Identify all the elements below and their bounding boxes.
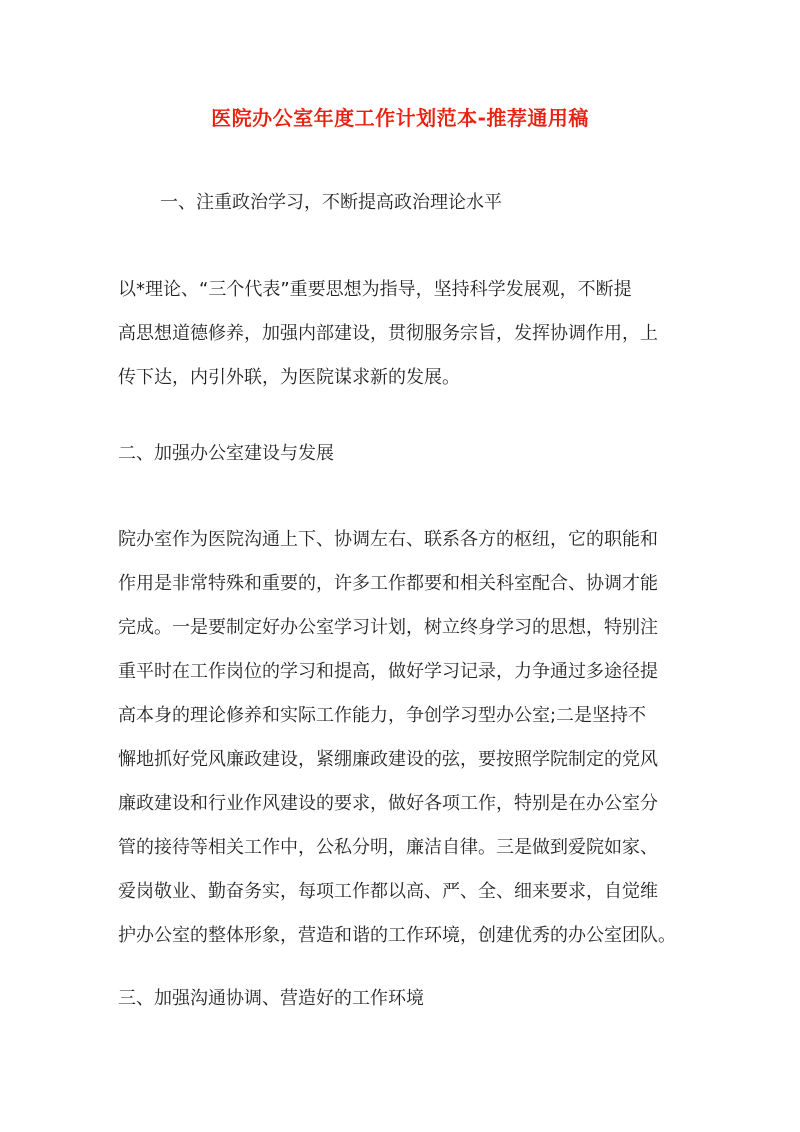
paragraph-line: 重平时在工作岗位的学习和提高，做好学习记录，力争通过多途径提 — [118, 661, 658, 682]
document-title: 医院办公室年度工作计划范本-推荐通用稿 — [211, 106, 589, 130]
section-paragraph-1 — [118, 277, 688, 409]
paragraph-line: 懈地抓好党风廉政建设，紧绷廉政建设的弦，要按照学院制定的党风 — [118, 749, 658, 770]
paragraph-line: 以*理论、“三个代表”重要思想为指导，坚持科学发展观，不断提 — [118, 279, 632, 300]
paragraph-line: 完成。一是要制定好办公室学习计划，树立终身学习的思想，特别注 — [118, 617, 658, 638]
paragraph-line: 管的接待等相关工作中，公私分明，廉洁自律。三是做到爱院如家、 — [118, 837, 658, 858]
section-heading-1: 一、注重政治学习，不断提高政治理论水平 — [160, 192, 502, 213]
paragraph-line: 作用是非常特殊和重要的，许多工作都要和相关科室配合、协调才能 — [118, 573, 658, 594]
section-heading-3: 三、加强沟通协调、营造好的工作环境 — [118, 988, 424, 1009]
paragraph-line: 院办室作为医院沟通上下、协调左右、联系各方的枢纽，它的职能和 — [118, 529, 658, 550]
paragraph-line: 爱岗敬业、勤奋务实，每项工作都以高、严、全、细来要求，自觉维 — [118, 881, 658, 902]
paragraph-line: 廉政建设和行业作风建设的要求，做好各项工作，特别是在办公室分 — [118, 793, 658, 814]
section-paragraph-2 — [118, 527, 688, 967]
paragraph-line: 传下达，内引外联，为医院谋求新的发展。 — [118, 367, 460, 388]
paragraph-line: 高本身的理论修养和实际工作能力，争创学习型办公室;二是坚持不 — [118, 705, 647, 726]
paragraph-line: 护办公室的整体形象，营造和谐的工作环境，创建优秀的办公室团队。 — [118, 925, 676, 946]
section-heading-2: 二、加强办公室建设与发展 — [118, 443, 334, 464]
paragraph-line: 高思想道德修养，加强内部建设，贯彻服务宗旨，发挥协调作用，上 — [118, 323, 658, 344]
